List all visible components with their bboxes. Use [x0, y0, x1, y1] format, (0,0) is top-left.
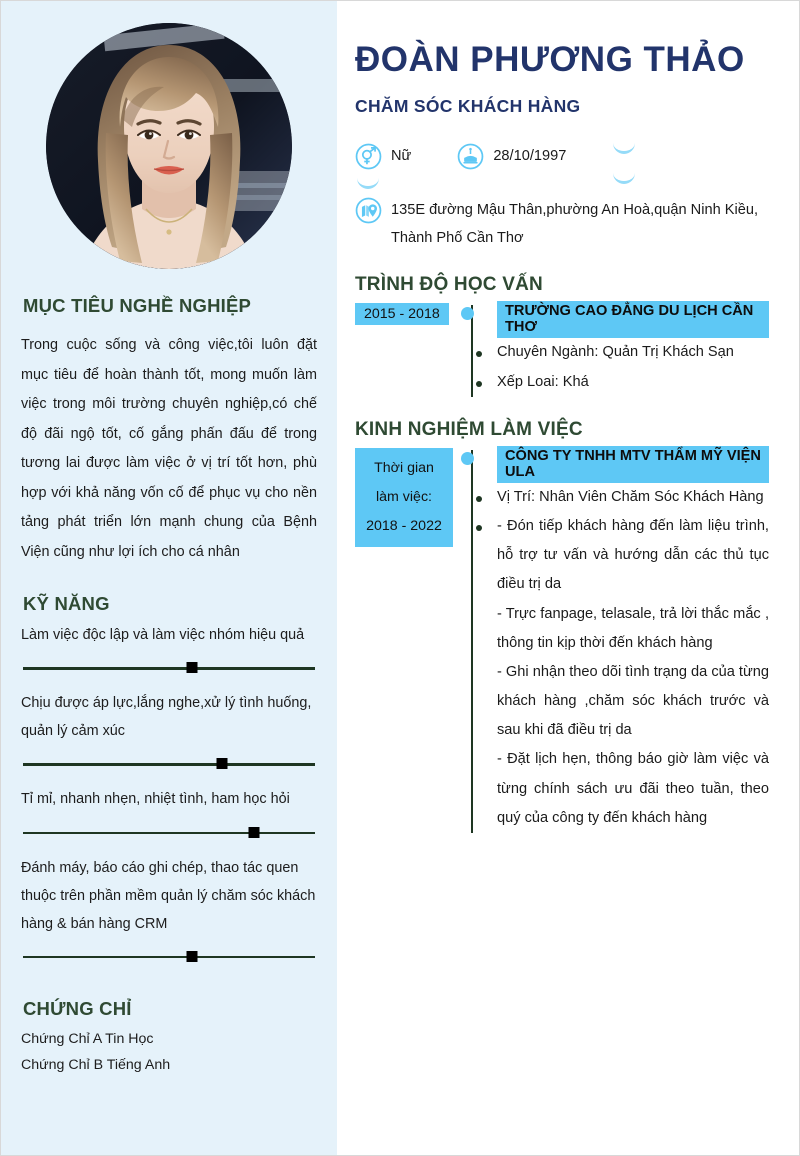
skill-label: Đánh máy, báo cáo ghi chép, thao tác quen thuộc trên phần mềm quản lý chăm sóc khách hàng & bán hàng CRM	[21, 859, 316, 932]
objective-section	[19, 295, 319, 567]
certificate-item: Chứng Chỉ A Tin Học	[21, 1030, 154, 1047]
gender-value: Nữ	[391, 148, 412, 164]
clipped-icon-arc-address	[357, 178, 379, 189]
skill-item	[19, 689, 319, 775]
skill-item	[19, 621, 319, 679]
experience-details	[467, 446, 769, 833]
skill-label: Tỉ mỉ, nhanh nhẹn, nhiệt tình, ham học hỏi	[21, 791, 290, 808]
clipped-icon-arc-bottom	[613, 173, 635, 184]
slider-track	[23, 763, 315, 766]
skill-slider[interactable]	[23, 946, 315, 968]
education-timeline	[355, 301, 769, 396]
education-period-col	[355, 301, 453, 325]
duty-text: - Ghi nhận theo dõi tình trạng da của từng khách hàng ,chăm sóc khách trước và sau khi đã điều trị da	[497, 663, 769, 739]
birthday-cake-icon	[457, 143, 484, 170]
period-line-1: Thời gian	[374, 459, 434, 476]
experience-duty	[497, 658, 769, 746]
skill-item	[19, 854, 319, 968]
objective-text: Trong cuộc sống và công việc,tôi luôn đặt mục tiêu để hoàn thành tốt, mong muốn làm việc trong môi trường chuyên nghiệp,có chế độ đãi ngộ tốt, cố gắng phấn đấu để trong tương lai được làm việc ở vị trí tốt hơn, phù hợp với khả năng vốn cố để phục vụ cho nền tảng phát triển lớn mạnh chung của Bệnh Viện cũng như lợi ích cho cá nhân	[21, 337, 317, 560]
slider-knob[interactable]	[248, 827, 259, 838]
profile-photo	[46, 23, 292, 269]
school-name: TRƯỜNG CAO ĐẲNG DU LỊCH CẦN THƠ	[497, 301, 769, 338]
education-item	[497, 338, 769, 367]
experience-title: KINH NGHIỆM LÀM VIỆC	[355, 418, 583, 440]
experience-position	[497, 483, 769, 512]
experience-duty	[497, 600, 769, 658]
position-text: Vị Trí: Nhân Viên Chăm Sóc Khách Hàng	[497, 488, 764, 505]
candidate-name: ĐOÀN PHƯƠNG THẢO	[355, 40, 745, 79]
timeline-dot	[476, 381, 482, 387]
experience-timeline	[355, 446, 769, 833]
certificates-section	[19, 998, 319, 1079]
clipped-icon-arc-top	[613, 143, 635, 154]
certificates-title: CHỨNG CHỈ	[23, 997, 132, 1019]
skills-title: KỸ NĂNG	[23, 593, 110, 615]
skill-slider[interactable]	[23, 657, 315, 679]
skill-label: Làm việc độc lập và làm việc nhóm hiệu quả	[21, 627, 305, 644]
slider-track	[23, 667, 315, 670]
timeline-dot	[476, 351, 482, 357]
slider-track	[23, 956, 315, 959]
experience-duty	[497, 745, 769, 833]
certificate-item: Chứng Chỉ B Tiếng Anh	[21, 1057, 171, 1074]
duty-text: - Đón tiếp khách hàng đến làm liệu trình, hỗ trợ tư vấn và hướng dẫn các thủ tục điều trị da	[497, 517, 769, 593]
education-period-badge: 2015 - 2018	[355, 303, 449, 325]
gender-icon	[355, 143, 382, 170]
slider-track	[23, 832, 315, 835]
portrait-image	[46, 23, 292, 269]
timeline-dot-primary	[461, 452, 474, 465]
slider-knob[interactable]	[187, 951, 198, 962]
address-value: 135E đường Mậu Thân,phường An Hoà,quận Ninh Kiều, Thành Phố Cần Thơ	[391, 201, 759, 246]
address-row	[355, 196, 769, 253]
company-name: CÔNG TY TNHH MTV THẨM MỸ VIỆN ULA	[497, 446, 769, 483]
experience-section	[355, 419, 769, 833]
skill-item	[19, 785, 319, 843]
gender-item	[355, 143, 411, 170]
objective-title: MỤC TIÊU NGHỀ NGHIỆP	[23, 295, 252, 316]
slider-knob[interactable]	[216, 758, 227, 769]
skills-section	[19, 593, 319, 968]
slider-knob[interactable]	[187, 662, 198, 673]
education-title: TRÌNH ĐỘ HỌC VẤN	[355, 274, 543, 296]
duty-text: - Trực fanpage, telasale, trả lời thắc mắc , thông tin kịp thời đến khách hàng	[497, 605, 769, 651]
timeline-dot	[476, 525, 482, 531]
experience-duty	[497, 512, 769, 600]
main-content	[337, 1, 799, 1155]
education-section	[355, 274, 769, 396]
education-item-text: Chuyên Ngành: Quản Trị Khách Sạn	[497, 344, 734, 361]
skill-slider[interactable]	[23, 822, 315, 844]
job-title: CHĂM SÓC KHÁCH HÀNG	[355, 95, 581, 116]
duty-text: - Đặt lịch hẹn, thông báo giờ làm việc và từng chính sách ưu đãi theo tuần, theo quý của công ty đến khách hàng	[497, 751, 769, 826]
experience-period-col	[355, 446, 453, 547]
birthday-value: 28/10/1997	[493, 148, 567, 164]
period-line-2: làm việc:	[376, 488, 432, 505]
experience-period-badge	[355, 448, 453, 547]
timeline-dot	[476, 496, 482, 502]
education-item	[497, 368, 769, 397]
sidebar	[1, 1, 337, 1155]
education-details	[467, 301, 769, 396]
skill-slider[interactable]	[23, 753, 315, 775]
birthday-item	[457, 143, 566, 170]
period-line-3: 2018 - 2022	[366, 518, 442, 534]
skill-label: Chịu được áp lực,lắng nghe,xử lý tình huống, quản lý cảm xúc	[21, 695, 312, 740]
contact-row	[355, 143, 769, 170]
education-item-text: Xếp Loai: Khá	[497, 373, 589, 390]
timeline-dot-primary	[461, 307, 474, 320]
location-pin-icon	[355, 197, 382, 224]
